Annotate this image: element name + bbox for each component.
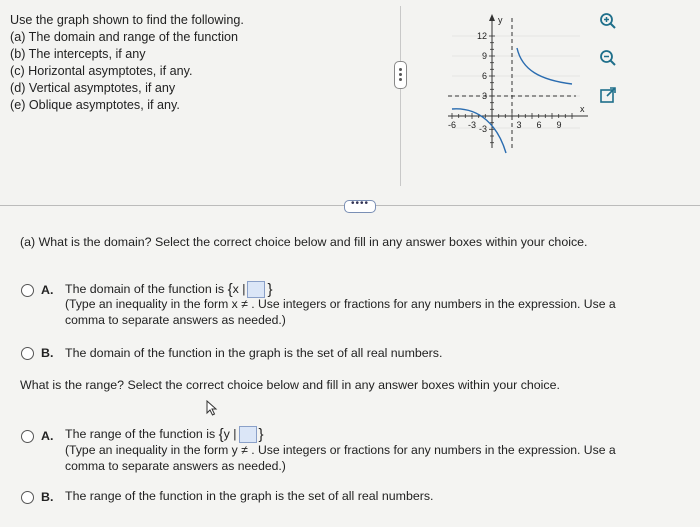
y-tick-label: 6	[481, 71, 487, 81]
range-answer-box[interactable]	[239, 426, 257, 443]
x-tick-label: 6	[536, 120, 542, 130]
y-axis-label: y	[498, 15, 503, 25]
set-close-brace: }	[267, 281, 273, 298]
domain-option-a-radio[interactable]	[21, 284, 34, 297]
option-letter: B.	[41, 490, 54, 504]
popout-button[interactable]	[597, 84, 619, 106]
popout-icon	[599, 86, 617, 104]
problem-panel	[0, 0, 700, 205]
domain-question: (a) What is the domain? Select the correct choice below and fill in any answer boxes within your choice.	[20, 235, 588, 249]
instruction-item: (e) Oblique asymptotes, if any.	[10, 98, 180, 112]
more-button[interactable]: ••••	[344, 200, 376, 213]
zoom-in-button[interactable]	[597, 10, 619, 32]
range-option-b-radio[interactable]	[21, 491, 34, 504]
range-option-b-text: The range of the function in the graph is the set of all real numbers.	[65, 489, 434, 503]
option-letter: B.	[41, 346, 54, 360]
domain-hint-line2: comma to separate answers as needed.)	[65, 313, 286, 327]
instruction-item: (c) Horizontal asymptotes, if any.	[10, 64, 193, 78]
instructions	[10, 12, 244, 114]
option-letter: A.	[41, 283, 54, 297]
domain-option-a-text	[65, 281, 272, 298]
x-tick-label: -3	[467, 120, 477, 130]
zoom-out-icon	[599, 49, 617, 67]
y-tick-label: -3	[478, 124, 487, 134]
range-hint-line2: comma to separate answers as needed.)	[65, 459, 286, 473]
zoom-in-icon	[599, 12, 617, 30]
range-hint-line1: (Type an inequality in the form y ≠ . Use integers or fractions for any numbers in the expression. Use a	[65, 443, 616, 457]
y-axis-arrow	[489, 14, 495, 21]
instruction-item: (a) The domain and range of the function	[10, 30, 239, 44]
y-tick-label: 9	[481, 51, 487, 61]
function-graph	[440, 8, 600, 168]
set-variable: y |	[223, 426, 237, 441]
range-option-a-radio[interactable]	[21, 430, 34, 443]
domain-hint-line1: (Type an inequality in the form x ≠ . Use integers or fractions for any numbers in the expression. Use a	[65, 297, 616, 311]
option-a-label: The range of the function is	[65, 426, 216, 441]
option-a-label: The domain of the function is	[65, 281, 225, 296]
set-open-brace: {	[227, 281, 233, 298]
panel-resize-handle[interactable]	[394, 61, 407, 89]
set-close-brace: }	[258, 426, 264, 443]
x-axis-label: x	[580, 104, 585, 114]
mouse-cursor-icon	[206, 400, 218, 416]
instructions-heading: Use the graph shown to find the following.	[10, 13, 244, 27]
x-tick-label: 9	[556, 120, 562, 130]
set-variable: x |	[232, 281, 246, 296]
zoom-out-button[interactable]	[597, 47, 619, 69]
instruction-item: (b) The intercepts, if any	[10, 47, 146, 61]
right-branch-curve	[517, 48, 572, 84]
range-question: What is the range? Select the correct choice below and fill in any answer boxes within your choice.	[20, 378, 560, 392]
range-option-a-text	[65, 426, 264, 443]
instruction-item: (d) Vertical asymptotes, if any	[10, 81, 176, 95]
x-tick-label: 3	[516, 120, 522, 130]
y-tick-label: 3	[481, 91, 487, 101]
vertical-divider	[400, 6, 401, 186]
domain-option-b-text: The domain of the function in the graph is the set of all real numbers.	[65, 346, 443, 360]
set-open-brace: {	[218, 426, 224, 443]
y-tick-label: 12	[476, 31, 487, 41]
option-letter: A.	[41, 429, 54, 443]
x-tick-label: -6	[447, 120, 457, 130]
domain-option-b-radio[interactable]	[21, 347, 34, 360]
domain-answer-box[interactable]	[247, 281, 265, 298]
